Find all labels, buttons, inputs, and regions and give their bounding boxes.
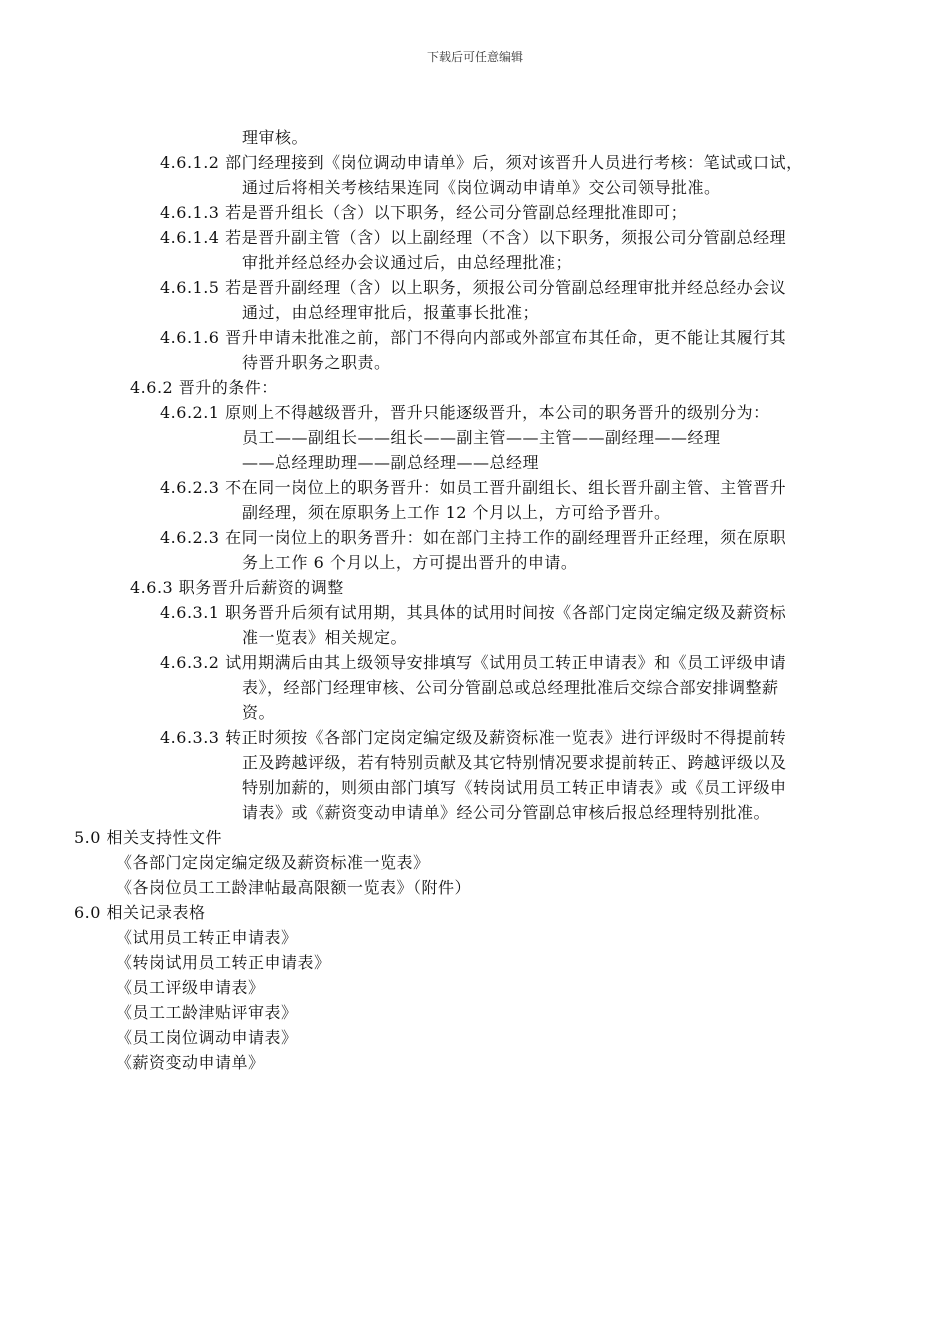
section-heading: 4.6.3 职务晋升后薪资的调整 xyxy=(130,578,344,597)
text-line: 4.6.2.3 不在同一岗位上的职务晋升：如员工晋升副组长、组长晋升副主管、主管晋升 xyxy=(160,478,787,497)
section-heading: 6.0 相关记录表格 xyxy=(74,903,206,922)
list-item: 《试用员工转正申请表》 xyxy=(116,928,298,947)
text-line: 4.6.3.1 职务晋升后须有试用期，其具体的试用时间按《各部门定岗定编定级及薪资标 xyxy=(160,603,787,622)
list-item: 《转岗试用员工转正申请表》 xyxy=(116,953,331,972)
text-line: 4.6.3.2 试用期满后由其上级领导安排填写《试用员工转正申请表》和《员工评级申请 xyxy=(160,653,787,672)
page-header: 下载后可任意编辑 xyxy=(426,50,523,64)
text-line: 4.6.1.4 若是晋升副主管（含）以上副经理（不含）以下职务，须报公司分管副总经理 xyxy=(160,228,787,247)
text-line: 表》，经部门经理审核、公司分管副总或总经理批准后交综合部安排调整薪 xyxy=(242,678,779,697)
text-line: 准一览表》相关规定。 xyxy=(242,628,408,647)
text-line: 审批并经总经办会议通过后，由总经理批准； xyxy=(242,253,573,272)
text-line: 特别加薪的，则须由部门填写《转岗试用员工转正申请表》或《员工评级申 xyxy=(242,778,787,797)
text-line: 副经理，须在原职务上工作 12 个月以上，方可给予晋升。 xyxy=(242,503,671,522)
list-item: 《员工岗位调动申请表》 xyxy=(116,1028,298,1047)
text-line: 理审核。 xyxy=(242,128,309,147)
text-line: 通过后将相关考核结果连同《岗位调动申请单》交公司领导批准。 xyxy=(242,178,721,197)
list-item: 《员工工龄津贴评审表》 xyxy=(116,1003,298,1022)
text-line: 务上工作 6 个月以上，方可提出晋升的申请。 xyxy=(242,553,578,572)
list-item: 《员工评级申请表》 xyxy=(116,978,265,997)
section-heading: 4.6.2 晋升的条件： xyxy=(130,378,278,397)
text-line: 请表》或《薪资变动申请单》经公司分管副总审核后报总经理特别批准。 xyxy=(242,803,771,822)
text-line: 4.6.1.2 部门经理接到《岗位调动申请单》后，须对该晋升人员进行考核：笔试或口试， xyxy=(160,153,803,172)
text-line: 4.6.1.6 晋升申请未批准之前，部门不得向内部或外部宣布其任命，更不能让其履行其 xyxy=(160,328,787,347)
text-line: ——总经理助理——副总经理——总经理 xyxy=(242,453,540,472)
text-line: 员工——副组长——组长——副主管——主管——副经理——经理 xyxy=(242,428,721,447)
text-line: 资。 xyxy=(242,703,276,722)
text-line: 通过，由总经理审批后，报董事长批准； xyxy=(242,303,540,322)
list-item: 《薪资变动申请单》 xyxy=(116,1053,265,1072)
text-line: 4.6.1.3 若是晋升组长（含）以下职务，经公司分管副总经理批准即可； xyxy=(160,203,688,222)
text-line: 4.6.3.3 转正时须按《各部门定岗定编定级及薪资标准一览表》进行评级时不得提前转 xyxy=(160,728,787,747)
list-item: 《各岗位员工工龄津帖最高限额一览表》（附件） xyxy=(116,878,472,897)
list-item: 《各部门定岗定编定级及薪资标准一览表》 xyxy=(116,853,430,872)
text-line: 正及跨越评级，若有特别贡献及其它特别情况要求提前转正、跨越评级以及 xyxy=(242,753,787,772)
text-line: 4.6.2.3 在同一岗位上的职务晋升：如在部门主持工作的副经理晋升正经理，须在原职 xyxy=(160,528,787,547)
text-line: 待晋升职务之职责。 xyxy=(242,353,391,372)
text-line: 4.6.2.1 原则上不得越级晋升，晋升只能逐级晋升，本公司的职务晋升的级别分为： xyxy=(160,403,770,422)
section-heading: 5.0 相关支持性文件 xyxy=(74,828,223,847)
text-line: 4.6.1.5 若是晋升副经理（含）以上职务，须报公司分管副总经理审批并经总经办会议 xyxy=(160,278,787,297)
